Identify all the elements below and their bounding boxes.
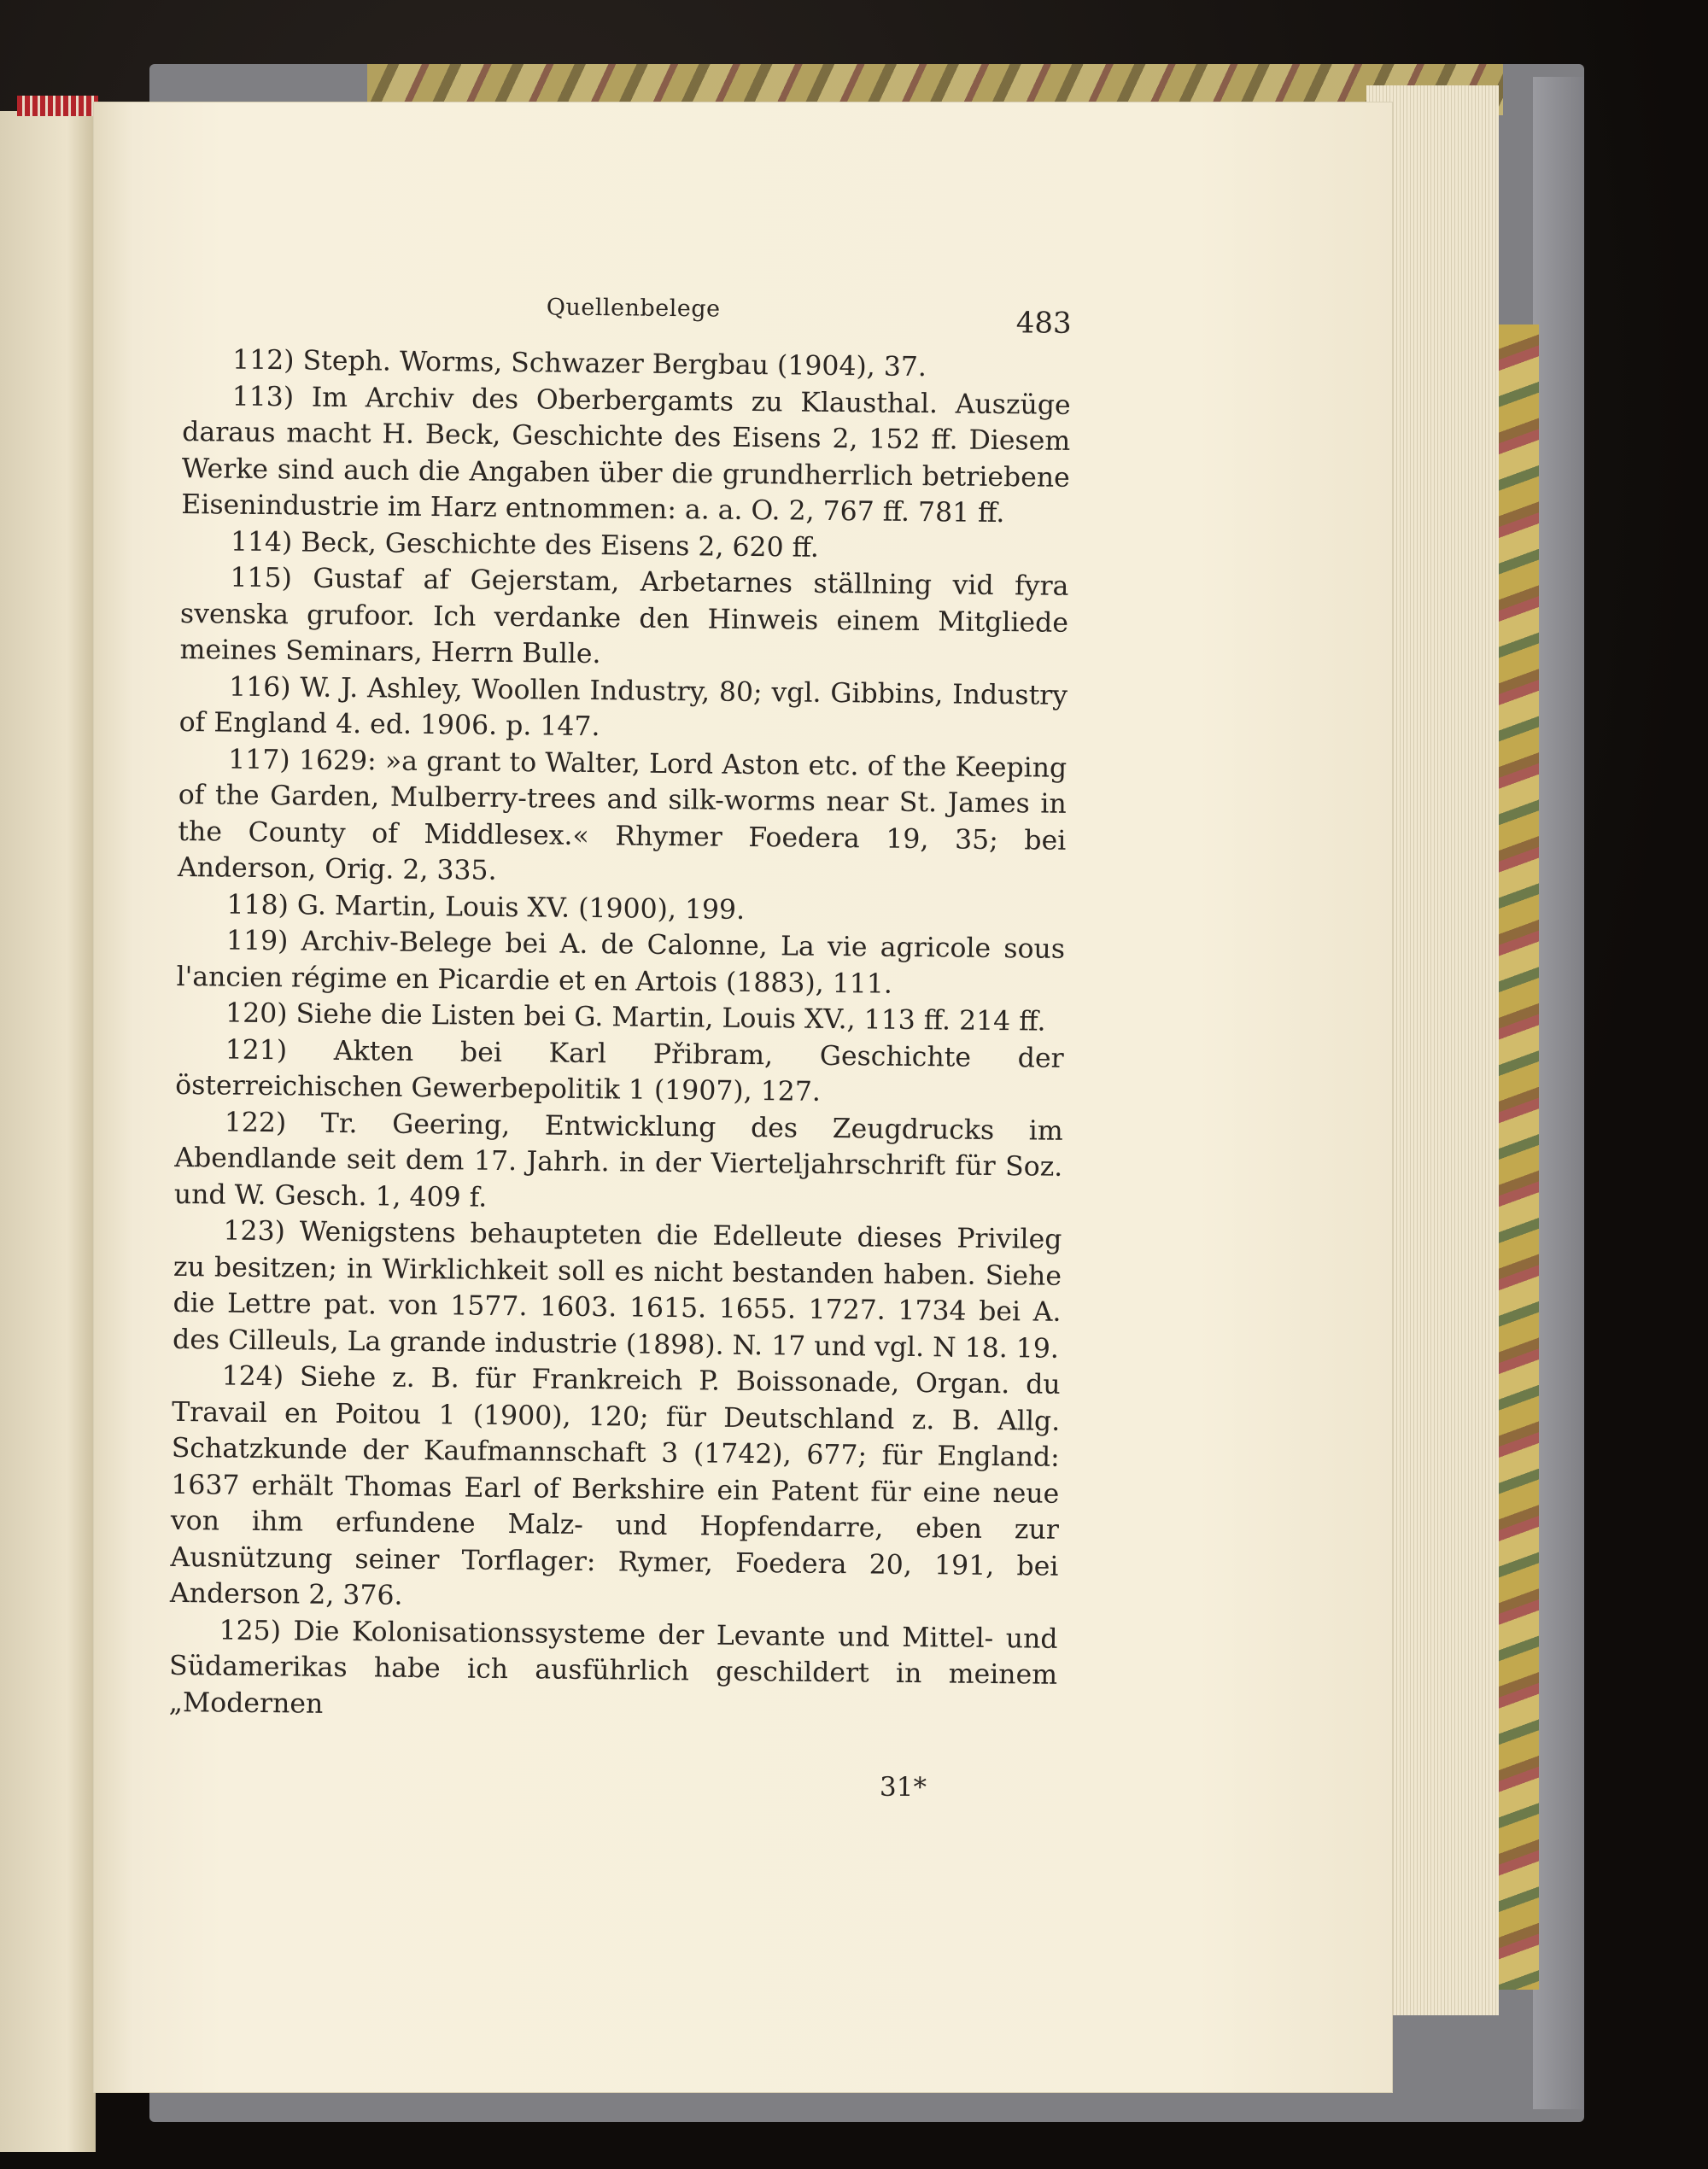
footnote-119: 119) Archiv-Belege bei A. de Calonne, La vie agricole sous l'ancien régime en Picardie et en Artois (1883), 111. — [176, 925, 1066, 1000]
footnote-118: 118) G. Martin, Louis XV. (1900), 199. — [226, 889, 746, 926]
footnote-123: 123) Wenigstens behaupteten die Edelleute dieses Privileg zu besitzen; in Wirklichkeit soll es nicht bestanden haben. Siehe die Lettre pat. von 1577. 1603. 1615. 1655. 1727. 1734 bei A. des Cilleuls, La grande industrie (1898). N. 17 und vgl. N 18. 19. — [172, 1215, 1062, 1365]
footnote-125: 125) Die Kolonisationssysteme der Levante und Mittel- und Südamerikas habe ich ausführlich geschildert in meinem „Modernen — [168, 1615, 1058, 1720]
footnote-124: 124) Siehe z. B. für Frankreich P. Boissonade, Organ. du Travail en Poitou 1 (1900), 120; für Deutschland z. B. Allg. Schatzkunde der Kaufmannschaft 3 (1742), 677; für England: 1637 erhält Thomas Earl of Berkshire ein Patent für eine neue von ihm erfundene Malz- und Hopfendarre, eben zur Ausnützung seiner Torflager: Rymer, Foedera 20, 191, bei Anderson 2, 376. — [169, 1360, 1061, 1611]
page-header — [183, 290, 1072, 351]
footnote-112: 112) Steph. Worms, Schwazer Bergbau (1904), 37. — [231, 344, 927, 383]
cover-spine-right — [1533, 77, 1584, 2109]
footnote-120: 120) Siehe die Listen bei G. Martin, Louis XV., 113 ff. 214 ff. — [225, 997, 1046, 1038]
red-bookmark-edge — [17, 96, 98, 116]
footnote-122: 122) Tr. Geering, Entwicklung des Zeugdrucks im Abendlande seit dem 17. Jahrh. in der Vierteljahrschrift für Soz. und W. Gesch. 1, 409 f. — [173, 1107, 1063, 1213]
footnote-117: 117) 1629: »a grant to Walter, Lord Aston etc. of the Keeping of the Garden, Mulberry-trees and silk-worms near St. James in the County of Middlesex.« Rhymer Foedera 19, 35; bei Anderson, Orig. 2, 335. — [177, 744, 1068, 886]
footnote-121: 121) Akten bei Karl Přibram, Geschichte der österreichischen Gewerbepolitik 1 (1907), 127. — [175, 1034, 1064, 1108]
marbled-edge-right — [1496, 324, 1539, 1990]
running-head: Quellenbelege — [546, 294, 721, 323]
page-number: 483 — [1015, 306, 1072, 341]
footnote-115: 115) Gustaf af Gejerstam, Arbetarnes ställning vid fyra svenska grufoor. Ich verdanke den Hinweis einem Mitgliede meines Seminars, Herrn Bulle. — [179, 562, 1069, 670]
footnote-116: 116) W. J. Ashley, Woollen Industry, 80; vgl. Gibbins, Industry of England 4. ed. 1906. p. 147. — [178, 671, 1068, 743]
footnote-114: 114) Beck, Geschichte des Eisens 2, 620 ff. — [230, 526, 820, 564]
footnote-113: 113) Im Archiv des Oberbergamts zu Klausthal. Auszüge daraus macht H. Beck, Geschichte des Eisens 2, 152 ff. Diesem Werke sind auch die Angaben über die grundherrlich betriebene Eisenindustrie im Harz entnommen: a. a. O. 2, 767 ff. 781 ff. — [181, 381, 1071, 529]
page-content — [168, 290, 1071, 1730]
facing-page-edge — [0, 111, 96, 2152]
signature-mark: 31* — [879, 1771, 927, 1804]
